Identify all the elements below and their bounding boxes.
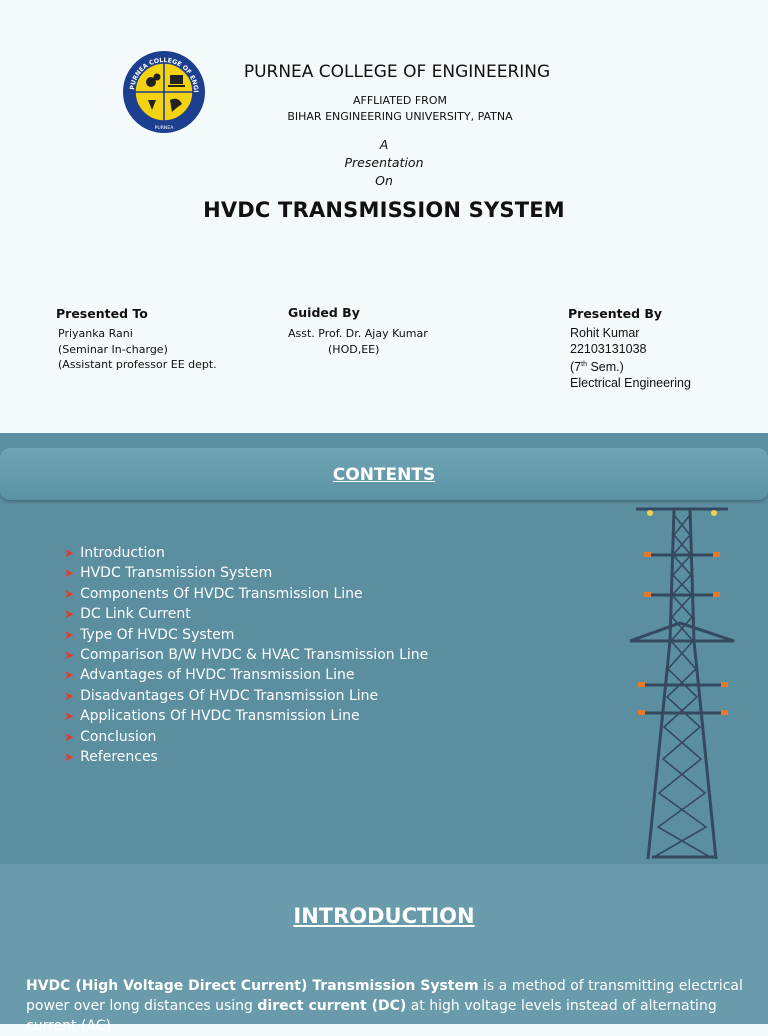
arrow-bullet-icon: ➤ [64,566,75,581]
arrow-bullet-icon: ➤ [64,627,75,642]
contents-item-label: Conclusion [80,728,157,745]
contents-item-label: Type Of HVDC System [80,626,235,643]
contents-item [64,625,428,645]
arrow-bullet-icon: ➤ [64,546,75,560]
presented-to-heading: Presented To [56,306,148,321]
guided-by-block [288,305,428,357]
affiliated-label: AFFLIATED FROM [353,94,447,107]
arrow-bullet-icon: ➤ [64,647,75,662]
arrow-bullet-icon: ➤ [64,607,75,622]
contents-title: CONTENTS [332,465,436,485]
arrow-bullet-icon: ➤ [64,749,75,764]
contents-item-label: HVDC Transmission System [80,565,273,582]
contents-item [64,747,428,767]
presented-by-block [568,306,691,391]
introduction-slide [0,864,768,1034]
college-name: PURNEA COLLEGE OF ENGINEERING [243,62,551,82]
transmission-tower-icon [622,501,742,863]
introduction-paragraph: HVDC (High Voltage Direct Current) Transmission System is a method of transmitting electrical power over long distances using direct current (DC) at high voltage levels instead of alternating current (AC). [26,978,743,1034]
logo-bottom-text: PURNEA [154,126,174,131]
university-name: BIHAR ENGINEERING UNIVERSITY, PATNA [287,110,513,123]
presented-to-name: Priyanka Rani [58,327,133,340]
intro-a: A [379,137,389,152]
presented-by-heading: Presented By [568,306,663,321]
contents-item-label: DC Link Current [80,606,191,623]
arrow-bullet-icon: ➤ [64,688,75,703]
presented-to-block [56,306,217,373]
contents-slide [0,433,768,864]
presented-by-branch: Electrical Engineering [570,375,691,390]
contents-item [64,543,428,563]
contents-item-label: Applications Of HVDC Transmission Line [80,708,360,725]
contents-item [64,727,428,747]
arrow-bullet-icon: ➤ [64,586,75,601]
logo-ring-text: PURNEA COLLEGE OF ENGI [129,56,200,93]
contents-item-label: References [80,748,158,765]
contents-item [64,645,428,665]
presented-by-roll: 22103131038 [570,341,647,356]
guided-by-dept: (HOD,EE) [328,342,380,356]
presented-to-role: (Seminar In-charge) [58,342,168,356]
contents-item-label: Disadvantages Of HVDC Transmission Line [80,687,379,704]
contents-list [64,543,428,767]
contents-item-label: Introduction [80,545,165,561]
contents-item-label: Comparison B/W HVDC & HVAC Transmission Line [80,646,429,663]
arrow-bullet-icon: ➤ [64,709,75,724]
contents-item [64,604,428,624]
presentation-title: HVDC TRANSMISSION SYSTEM [203,198,565,222]
arrow-bullet-icon: ➤ [64,668,75,683]
contents-item [64,563,428,583]
intro-presentation: Presentation [344,155,424,170]
presented-by-semester: (7th Sem.) [570,360,624,375]
introduction-title: INTRODUCTION [293,904,475,928]
contents-item-label: Components Of HVDC Transmission Line [80,585,363,602]
presented-by-name: Rohit Kumar [570,326,640,340]
guided-by-heading: Guided By [288,305,360,320]
contents-item [64,706,428,726]
contents-item [64,665,428,685]
contents-item [64,686,428,706]
arrow-bullet-icon: ➤ [64,729,75,744]
contents-item [64,584,428,604]
title-slide [0,0,768,433]
presented-to-position: (Assistant professor EE dept. [58,358,217,371]
intro-on: On [375,173,393,188]
contents-item-label: Advantages of HVDC Transmission Line [80,667,355,684]
guided-by-name: Asst. Prof. Dr. Ajay Kumar [288,327,428,340]
